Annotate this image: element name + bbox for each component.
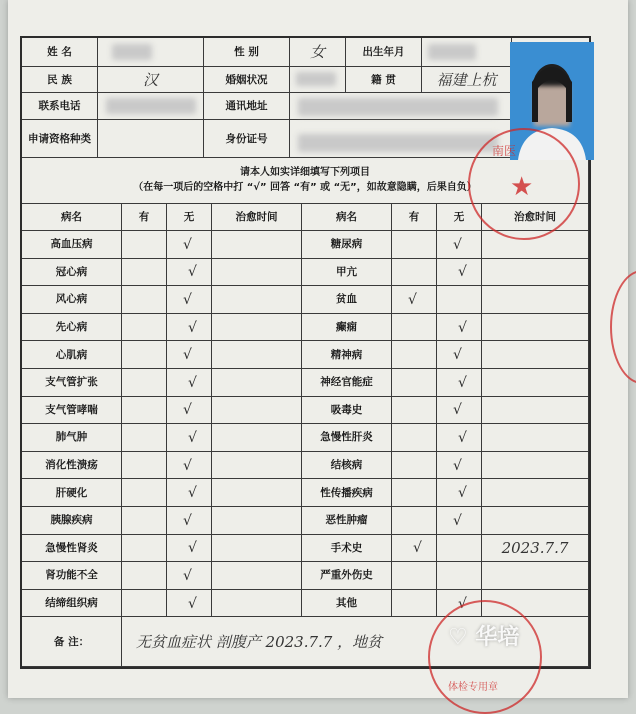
cure-cell-left <box>212 479 302 507</box>
yes-cell-left <box>122 535 167 563</box>
disease-name-left: 心肌病 <box>22 341 122 369</box>
checkmark: √ <box>453 347 462 364</box>
yes-cell-left <box>122 479 167 507</box>
checkmark: √ <box>458 319 467 336</box>
ethnic-label: 民 族 <box>22 67 98 93</box>
instruction-line-1: 请本人如实详细填写下列项目 <box>240 167 370 178</box>
yes-cell-left <box>122 397 167 425</box>
cure-cell-right <box>482 286 589 314</box>
disease-name-left: 支气管哮喘 <box>22 397 122 425</box>
yes-cell-right <box>392 424 437 452</box>
watermark-logo <box>448 620 519 651</box>
watermark-text: 华培 <box>475 625 520 650</box>
checkmark: √ <box>453 457 462 474</box>
checkmark: √ <box>458 264 467 281</box>
cure-cell-right <box>482 369 589 397</box>
col-cure-right: 治愈时间 <box>482 204 589 231</box>
yes-cell-left <box>122 231 167 259</box>
disease-name-right: 糖尿病 <box>302 231 392 259</box>
yes-cell-left <box>122 369 167 397</box>
cure-cell-left <box>212 369 302 397</box>
yes-cell-left <box>122 452 167 480</box>
cure-cell-right: 2023.7.7 <box>482 535 589 563</box>
cure-cell-left <box>212 507 302 535</box>
yes-cell-right <box>392 341 437 369</box>
remarks-value: 无贫血症状 剖腹产 2023.7.7 ，地贫 <box>122 617 589 667</box>
exam-seal-text: 体检专用章 <box>448 682 498 693</box>
id-label: 身份证号 <box>204 120 290 158</box>
checkmark: √ <box>183 236 192 253</box>
qualification-label: 申请资格种类 <box>22 120 98 158</box>
heart-icon: ♡ <box>448 625 468 650</box>
col-cure-left: 治愈时间 <box>212 204 302 231</box>
checkmark: √ <box>188 374 197 391</box>
disease-name-left: 支气管扩张 <box>22 369 122 397</box>
cure-cell-left <box>212 231 302 259</box>
cure-cell-right <box>482 562 589 590</box>
yes-cell-right <box>392 479 437 507</box>
cure-cell-right <box>482 341 589 369</box>
checkmark: √ <box>453 402 462 419</box>
official-seal-stamp <box>468 128 580 240</box>
cure-cell-left <box>212 562 302 590</box>
disease-name-right: 性传播疾病 <box>302 479 392 507</box>
yes-cell-right <box>392 314 437 342</box>
cure-cell-left <box>212 314 302 342</box>
cure-cell-right <box>482 259 589 287</box>
disease-name-left: 冠心病 <box>22 259 122 287</box>
disease-name-right: 结核病 <box>302 452 392 480</box>
yes-cell-left <box>122 314 167 342</box>
cure-cell-right <box>482 424 589 452</box>
yes-cell-right <box>392 507 437 535</box>
cure-cell-left <box>212 397 302 425</box>
disease-name-left: 风心病 <box>22 286 122 314</box>
yes-cell-left <box>122 259 167 287</box>
disease-name-left: 肺气肿 <box>22 424 122 452</box>
checkmark: √ <box>183 568 192 584</box>
no-cell-right <box>437 286 482 314</box>
yes-cell-left <box>122 424 167 452</box>
checkmark: √ <box>458 374 467 391</box>
col-disease-left: 病名 <box>22 204 122 231</box>
marital-redaction <box>296 72 336 86</box>
checkmark: √ <box>183 347 192 364</box>
disease-name-right: 吸毒史 <box>302 397 392 425</box>
yes-cell-right <box>392 259 437 287</box>
birth-redaction <box>428 44 476 60</box>
col-yes-right: 有 <box>392 204 437 231</box>
origin-value: 福建上杭 <box>422 67 512 93</box>
ethnic-value: 汉 <box>98 67 204 93</box>
yes-cell-right <box>392 397 437 425</box>
cure-cell-left <box>212 535 302 563</box>
cure-cell-right <box>482 452 589 480</box>
disease-name-right: 急慢性肝炎 <box>302 424 392 452</box>
address-label: 通讯地址 <box>204 93 290 120</box>
checkmark: √ <box>453 512 462 529</box>
checkmark: √ <box>458 430 467 446</box>
disease-name-right: 精神病 <box>302 341 392 369</box>
phone-redaction <box>106 98 196 114</box>
disease-name-left: 结缔组织病 <box>22 590 122 618</box>
name-label: 姓 名 <box>22 38 98 67</box>
cure-cell-right <box>482 479 589 507</box>
disease-name-left: 高血压病 <box>22 231 122 259</box>
birth-label: 出生年月 <box>346 38 422 67</box>
col-yes-left: 有 <box>122 204 167 231</box>
origin-label: 籍 贯 <box>346 67 422 93</box>
cure-cell-left <box>212 424 302 452</box>
checkmark: √ <box>188 319 197 336</box>
yes-cell-right <box>392 562 437 590</box>
yes-cell-left <box>122 590 167 618</box>
disease-name-right: 恶性肿瘤 <box>302 507 392 535</box>
yes-cell-right <box>392 369 437 397</box>
cure-cell-right <box>482 507 589 535</box>
disease-name-right: 癫痫 <box>302 314 392 342</box>
disease-name-left: 肾功能不全 <box>22 562 122 590</box>
id-redaction <box>298 134 498 152</box>
disease-name-right: 甲亢 <box>302 259 392 287</box>
qualification-value <box>98 120 204 158</box>
col-no-left: 无 <box>167 204 212 231</box>
disease-name-right: 手术史 <box>302 535 392 563</box>
yes-cell-right <box>392 452 437 480</box>
cure-cell-left <box>212 452 302 480</box>
disease-name-left: 肝硬化 <box>22 479 122 507</box>
checkmark: √ <box>188 264 197 281</box>
yes-cell-left <box>122 507 167 535</box>
no-cell-right <box>437 562 482 590</box>
cure-cell-left <box>212 259 302 287</box>
yes-cell-left <box>122 341 167 369</box>
gender-label: 性 别 <box>204 38 290 67</box>
yes-cell-right <box>392 590 437 618</box>
checkmark: √ <box>183 292 192 308</box>
checkmark: √ <box>453 236 462 253</box>
cure-cell-right <box>482 314 589 342</box>
yes-cell-left <box>122 562 167 590</box>
no-cell-right <box>437 535 482 563</box>
address-redaction <box>298 98 498 116</box>
yes-cell-right <box>392 231 437 259</box>
form-sheet <box>8 0 628 698</box>
seal-star-icon: ★ <box>510 172 534 202</box>
checkmark: √ <box>183 512 192 529</box>
checkmark: √ <box>188 595 197 612</box>
gender-value: 女 <box>290 38 346 67</box>
cure-cell-left <box>212 286 302 314</box>
checkmark: √ <box>183 457 192 474</box>
checkmark: √ <box>413 540 422 557</box>
disease-name-left: 急慢性肾炎 <box>22 535 122 563</box>
col-no-right: 无 <box>437 204 482 231</box>
remarks-label: 备 注： <box>22 617 122 667</box>
disease-name-right: 神经官能症 <box>302 369 392 397</box>
exam-seal-stamp <box>428 600 542 714</box>
marital-label: 婚姻状况 <box>204 67 290 93</box>
checkmark: √ <box>408 292 417 308</box>
disease-name-left: 胰腺疾病 <box>22 507 122 535</box>
disease-name-left: 消化性溃疡 <box>22 452 122 480</box>
name-redaction <box>112 44 152 60</box>
checkmark: √ <box>188 485 197 502</box>
checkmark: √ <box>458 595 467 612</box>
disease-name-right: 其他 <box>302 590 392 618</box>
disease-name-left: 先心病 <box>22 314 122 342</box>
cure-cell-left <box>212 590 302 618</box>
instruction-line-2: （在每一项后的空格中打 “√” 回答 “有” 或 “无”，如故意隐瞒，后果自负） <box>133 182 477 193</box>
edge-seal-stamp <box>610 270 636 384</box>
disease-name-right: 严重外伤史 <box>302 562 392 590</box>
yes-cell-left <box>122 286 167 314</box>
phone-label: 联系电话 <box>22 93 98 120</box>
disease-name-right: 贫血 <box>302 286 392 314</box>
checkmark: √ <box>183 402 192 419</box>
seal-text: 南医 <box>492 144 517 158</box>
checkmark: √ <box>458 485 467 502</box>
checkmark: √ <box>188 430 197 446</box>
checkmark: √ <box>188 540 197 557</box>
cure-cell-right <box>482 397 589 425</box>
cure-cell-left <box>212 341 302 369</box>
col-disease-right: 病名 <box>302 204 392 231</box>
